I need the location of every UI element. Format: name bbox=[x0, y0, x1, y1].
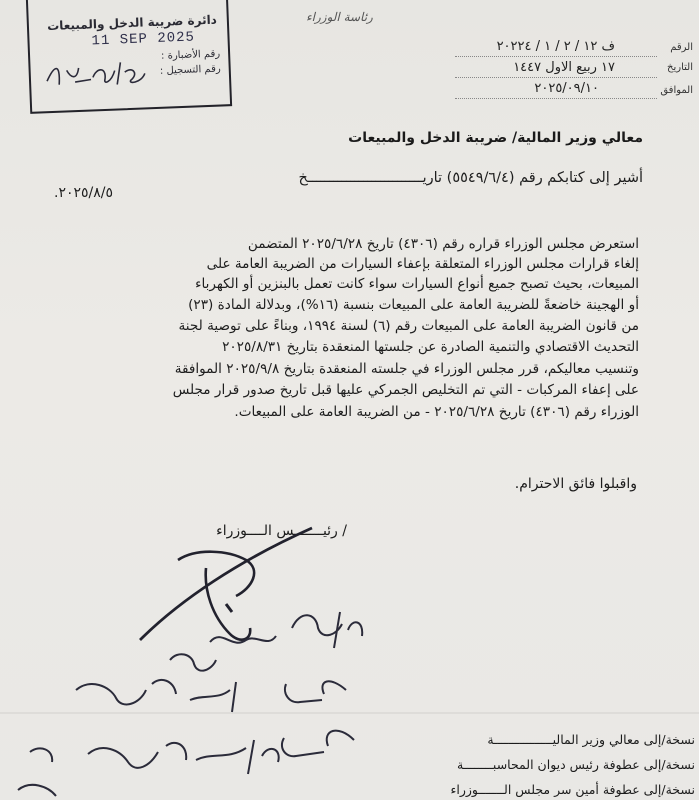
body-line: أو الهجينة خاضعةً للضريبة العامة على المبيعات بنسبة (١٦%)، وبدلالة المادة (٢٣) bbox=[188, 297, 639, 313]
copy-line: نسخة/إلى عطوفة رئيس ديوان المحاسبــــــــة bbox=[456, 757, 695, 772]
body-line: على إعفاء المركبات - التي تم التخليص الجمركي عليها قبل تاريخ صدور قرار مجلس bbox=[172, 382, 639, 398]
body-line: من قانون الضريبة العامة على المبيعات رقم (٦) لسنة ١٩٩٤، وبناءً على توصية لجنة bbox=[178, 318, 639, 334]
hijri-date-label: التاريخ bbox=[667, 62, 693, 73]
copy-line: نسخة/إلى عطوفة أمين سر مجلس الـــــــوزراء bbox=[450, 782, 695, 797]
gregorian-date-label: الموافق bbox=[660, 85, 693, 96]
signature-title: / رئيـــــــس الــــوزراء bbox=[216, 523, 347, 539]
body-line: وتنسيب معاليكم، قرر مجلس الوزراء في جلسته المنعقدة بتاريخ ٢٠٢٥/٩/٨ الموافقة bbox=[174, 361, 639, 377]
letterhead-title: رئاسة الوزراء bbox=[306, 10, 373, 24]
stamp-date: 11 SEP 2025 bbox=[91, 29, 196, 50]
stamp-file-number-label: رقم الأضبارة : bbox=[160, 48, 221, 62]
stamp-registration-label: رقم التسجيل : bbox=[159, 63, 221, 77]
reference-sentence-line-1: أشير إلى كتابكم رقم (٥٥٤٩/٦/٤) تاريـــــــــــــــــــــــــــخ bbox=[298, 170, 643, 186]
reference-number-label: الرقم bbox=[670, 42, 693, 53]
body-line: استعرض مجلس الوزراء قراره رقم (٤٣٠٦) تاريخ ٢٠٢٥/٦/٢٨ المتضمن bbox=[247, 236, 639, 252]
hijri-date-value: ١٧ ربيع الاول ١٤٤٧ bbox=[513, 60, 615, 75]
closing-phrase: واقبلوا فائق الاحترام. bbox=[514, 476, 637, 492]
gregorian-date-value: ٢٠٢٥/٠٩/١٠ bbox=[534, 81, 599, 96]
copy-line: نسخة/إلى معالي وزير الماليــــــــــــــــة bbox=[487, 732, 695, 747]
stamp-line-2: دائرة ضريبة الدخل والمبيعات bbox=[46, 12, 218, 34]
reference-number-value: ف ١٢ / ٢ / ١ / ٢٠٢٢٤ bbox=[496, 39, 615, 54]
body-line: التحديث الاقتصادي والتنمية الصادرة عن جلستها المنعقدة بتاريخ ٢٠٢٥/٨/٣١ bbox=[222, 339, 639, 355]
reference-sentence-line-2: ٢٠٢٥/٨/٥. bbox=[53, 185, 113, 201]
body-line: الوزراء رقم (٤٣٠٦) تاريخ ٢٠٢٥/٦/٢٨ - من الضريبة العامة على المبيعات. bbox=[234, 404, 639, 420]
body-line: المبيعات، بحيث تصبح جميع أنواع السيارات سواء كانت تعمل بالبنزين أو الكهرباء bbox=[195, 276, 639, 292]
addressee: معالي وزير المالية/ ضريبة الدخل والمبيعات bbox=[348, 130, 643, 146]
body-line: إلغاء قرارات مجلس الوزراء المتعلقة بإعفاء السيارات من الضريبة العامة على bbox=[206, 256, 639, 272]
